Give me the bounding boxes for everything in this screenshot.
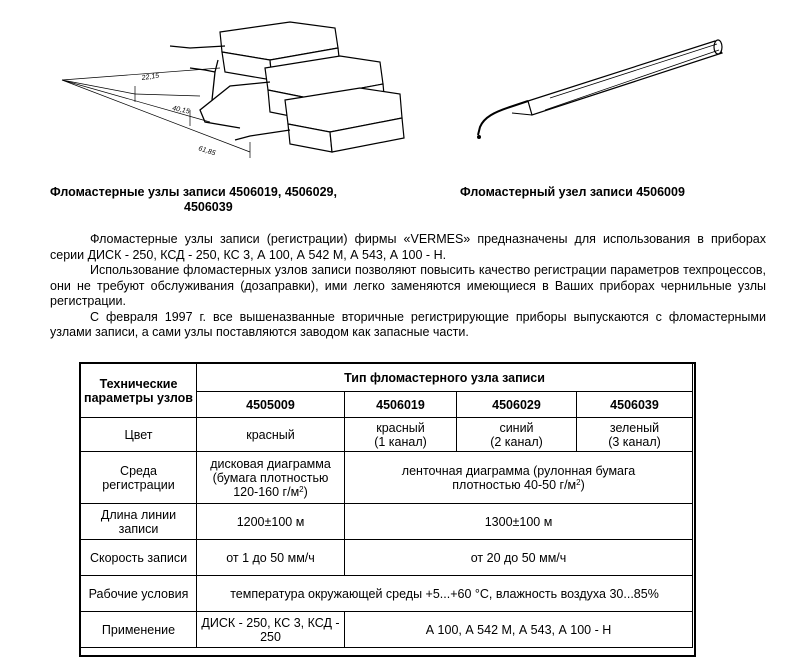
header-type: Тип фломастерного узла записи xyxy=(197,364,693,392)
medium-tape xyxy=(345,452,693,504)
model-4505009: 4505009 xyxy=(197,392,345,418)
label-conditions: Рабочие условия xyxy=(81,576,197,612)
pen-units-drawing xyxy=(40,10,410,160)
speed-b: от 20 до 50 мм/ч xyxy=(345,540,693,576)
model-4506019: 4506019 xyxy=(345,392,457,418)
medium-tape-sup: 2 xyxy=(576,477,581,487)
color-red: красный xyxy=(376,420,425,435)
model-4506039: 4506039 xyxy=(577,392,693,418)
channel-3: (3 канал) xyxy=(608,434,661,449)
label-medium: Среда регистрации xyxy=(81,452,197,504)
left-figure-caption xyxy=(50,185,390,215)
application-a: ДИСК - 250, КС 3, КСД - 250 xyxy=(197,612,345,648)
row-color xyxy=(81,418,693,452)
application-b: А 100, А 542 М, А 543, А 100 - Н xyxy=(345,612,693,648)
row-speed xyxy=(81,540,693,576)
color-green: зеленый xyxy=(609,420,660,435)
channel-2: (2 канал) xyxy=(490,434,543,449)
paragraph-2: Использование фломастерных узлов записи позволяют повысить качество регистрации параметров техпроцессов, они не требуют обслуживания (дозаправки), ими легко заменяются имеющиеся в Ваших приборах чернильные узлы регистрации. xyxy=(50,263,766,308)
left-caption-line1: Фломастерные узлы записи 4506019, 4506029, xyxy=(50,185,337,199)
dim-22-15: 22,15 xyxy=(141,72,160,82)
length-b: 1300±100 м xyxy=(345,504,693,540)
speed-a: от 1 до 50 мм/ч xyxy=(197,540,345,576)
label-length: Длина линии записи xyxy=(81,504,197,540)
description-text xyxy=(50,232,766,341)
medium-disk-text: дисковая диаграмма (бумага плотностью 120-160 г/м xyxy=(210,456,331,499)
medium-disk xyxy=(197,452,345,504)
row-length xyxy=(81,504,693,540)
model-4506029: 4506029 xyxy=(457,392,577,418)
left-caption-line2: 4506039 xyxy=(184,200,233,214)
medium-disk-end: ) xyxy=(303,484,308,499)
conditions-value: температура окружающей среды +5...+60 °С, влажность воздуха 30...85% xyxy=(197,576,693,612)
color-blue: синий xyxy=(499,420,534,435)
right-figure-caption: Фломастерный узел записи 4506009 xyxy=(460,185,685,199)
label-speed: Скорость записи xyxy=(81,540,197,576)
channel-1: (1 канал) xyxy=(374,434,427,449)
label-color: Цвет xyxy=(81,418,197,452)
color-4505009: красный xyxy=(197,418,345,452)
dim-61-85: 61,85 xyxy=(197,145,217,158)
color-4506019 xyxy=(345,418,457,452)
color-4506039 xyxy=(577,418,693,452)
paragraph-3: С февраля 1997 г. все вышеназванные вторичные регистрирующие приборы выпускаются с фломастерными узлами записи, а сами узлы поставляются заводом как запасные части. xyxy=(50,309,766,339)
medium-disk-sup: 2 xyxy=(299,484,304,494)
label-application: Применение xyxy=(81,612,197,648)
medium-tape-end: ) xyxy=(580,477,585,492)
dim-40-15: 40,15 xyxy=(171,105,191,116)
pen-stylus-drawing xyxy=(470,35,730,145)
color-4506029 xyxy=(457,418,577,452)
length-a: 1200±100 м xyxy=(197,504,345,540)
spec-table xyxy=(80,363,693,648)
header-params: Технические параметры узлов xyxy=(81,364,197,418)
paragraph-1: Фломастерные узлы записи (регистрации) фирмы «VERMES» предназначены для использования в приборах серии ДИСК - 250, КСД - 250, КС 3, А 100, А 542 М, А 543, А 100 - Н. xyxy=(50,232,766,262)
row-application xyxy=(81,612,693,648)
row-conditions xyxy=(81,576,693,612)
medium-tape-text: ленточная диаграмма (рулонная бумага плотностью 40-50 г/м xyxy=(401,463,636,492)
row-medium xyxy=(81,452,693,504)
